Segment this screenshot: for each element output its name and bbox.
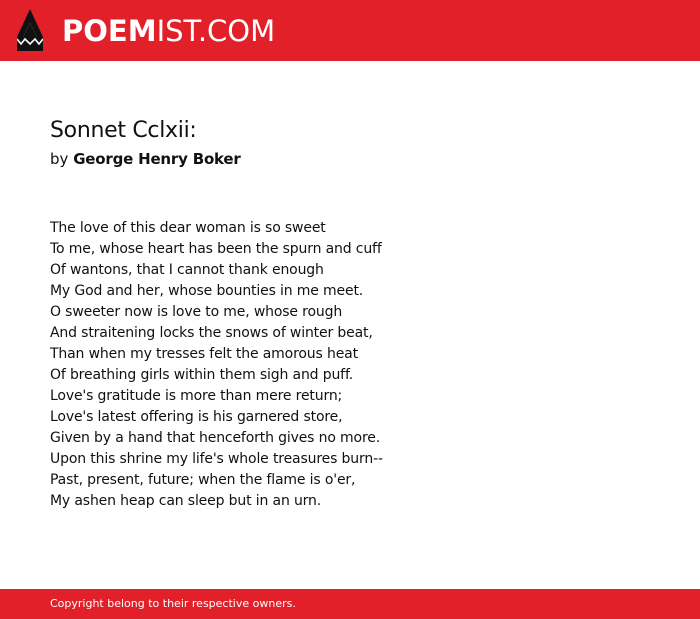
pencil-icon[interactable] xyxy=(17,9,43,51)
poem-line: Than when my tresses felt the amorous heat xyxy=(50,346,358,362)
poem-line: Upon this shrine my life's whole treasures burn-- xyxy=(50,451,383,467)
poem-line: And straitening locks the snows of winter beat, xyxy=(50,325,373,341)
poem-heading xyxy=(50,116,650,170)
poem-line: Love's latest offering is his garnered store, xyxy=(50,409,343,425)
poem-body xyxy=(50,218,650,512)
poem-line: To me, whose heart has been the spurn and cuff xyxy=(50,241,382,257)
logo-light-text: IST.COM xyxy=(156,14,276,48)
poem-line: Love's gratitude is more than mere return; xyxy=(50,388,343,404)
poem-line: Given by a hand that henceforth gives no more. xyxy=(50,430,381,446)
poem-line: My God and her, whose bounties in me meet. xyxy=(50,283,364,299)
site-header xyxy=(0,0,700,61)
byline xyxy=(50,148,650,170)
site-logo[interactable] xyxy=(62,11,275,51)
author-name: George Henry Boker xyxy=(73,150,241,168)
poem-line: Of breathing girls within them sigh and puff. xyxy=(50,367,354,383)
copyright-text: Copyright belong to their respective owners. xyxy=(50,597,296,610)
site-footer xyxy=(0,589,700,619)
poem-line: The love of this dear woman is so sweet xyxy=(50,220,326,236)
by-label: by xyxy=(50,150,69,168)
poem-line: Of wantons, that I cannot thank enough xyxy=(50,262,324,278)
poem-line: My ashen heap can sleep but in an urn. xyxy=(50,493,322,509)
logo-bold-text: POEM xyxy=(62,14,157,48)
poem-line: Past, present, future; when the flame is o'er, xyxy=(50,472,356,488)
poem-line: O sweeter now is love to me, whose rough xyxy=(50,304,343,320)
page-title: Sonnet Cclxii: xyxy=(50,118,197,143)
